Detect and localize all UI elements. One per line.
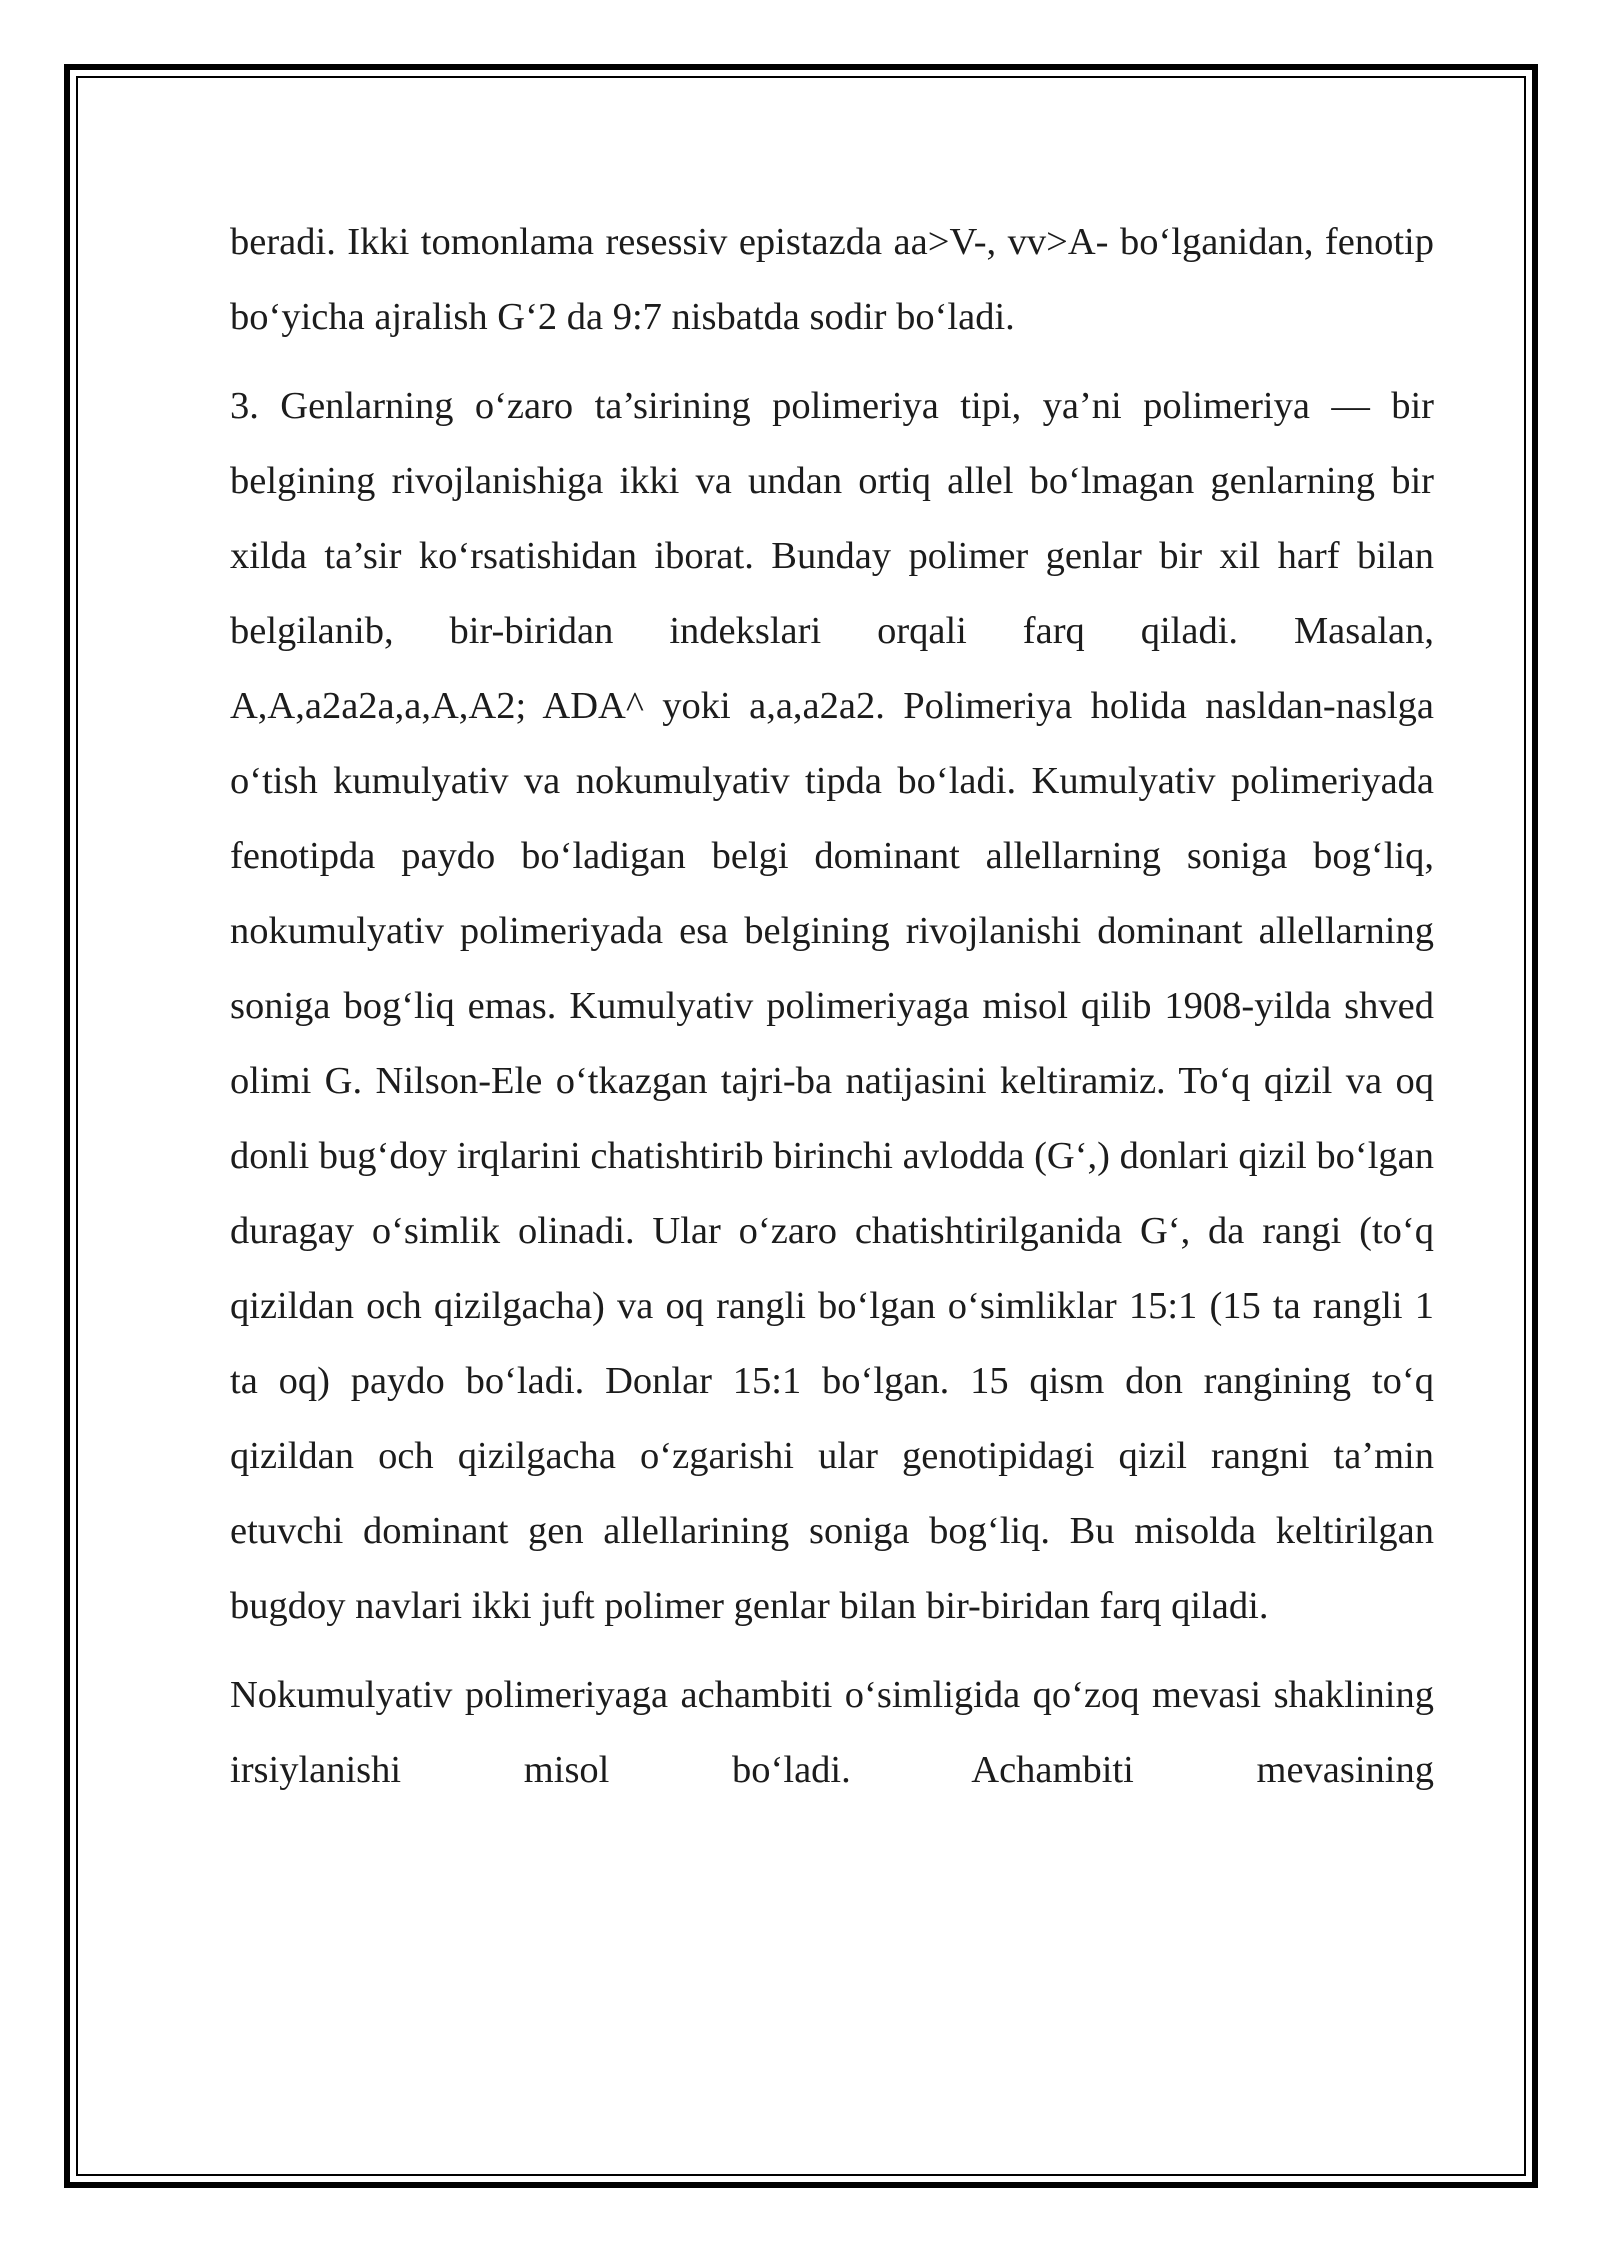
paragraph-polymeria: 3. Genlarning o‘zaro ta’sirining polimeriya tipi, ya’ni polimeriya — bir belgining rivojlanishiga ikki va undan ortiq allel bo‘lmagan genlarning bir xilda ta’sir ko‘rsatishidan iborat. Bunday polimer genlar bir xil harf bilan belgilanib, bir-biridan indekslari orqali farq qiladi. Masalan, A,A,a2a2a,a,A,A2; ADA^ yoki a,a,a2a2. Polimeriya holida nasldan-naslga o‘tish kumulyativ va nokumulyativ tipda bo‘ladi. Kumulyativ polimeriyada fenotipda paydo bo‘ladigan belgi dominant allellarning soniga bog‘liq, nokumulyativ polimeriyada esa belgining rivojlanishi dominant allellarning soniga bog‘liq emas. Kumulyativ polimeriyaga misol qilib 1908-yilda shved olimi G. Nilson-Ele o‘tkazgan tajri-ba natijasini keltiramiz. To‘q qizil va oq donli bug‘doy irqlarini chatishtirib birinchi avlodda (G‘,) donlari qizil bo‘lgan duragay o‘simlik olinadi. Ular o‘zaro chatishtirilganida G‘, da rangi (to‘q qizildan och qizilgacha) va oq rangli bo‘lgan o‘simliklar 15:1 (15 ta rangli 1 ta oq) paydo bo‘ladi. Donlar 15:1 bo‘lgan. 15 qism don rangining to‘q qizildan och qizilgacha o‘zgarishi ular genotipidagi qizil rangni ta’min etuvchi dominant gen allellarining soniga bog‘liq. Bu misolda keltirilgan bugdoy navlari ikki juft polimer genlar bilan bir-biridan farq qiladi. — [230, 385, 1434, 1627]
paragraph-noncumulative-polymeria: Nokumulyativ polimeriyaga achambiti o‘simligida qo‘zoq mevasi shaklining irsiylanishi misol bo‘ladi. Achambiti mevasining — [230, 1674, 1434, 1791]
paragraph-epistasis-continuation: beradi. Ikki tomonlama resessiv epistazda aa>V-, vv>A- bo‘lganidan, fenotip bo‘yicha ajralish G‘2 da 9:7 nisbatda sodir bo‘ladi. — [230, 221, 1434, 338]
body-text — [230, 205, 1434, 1808]
